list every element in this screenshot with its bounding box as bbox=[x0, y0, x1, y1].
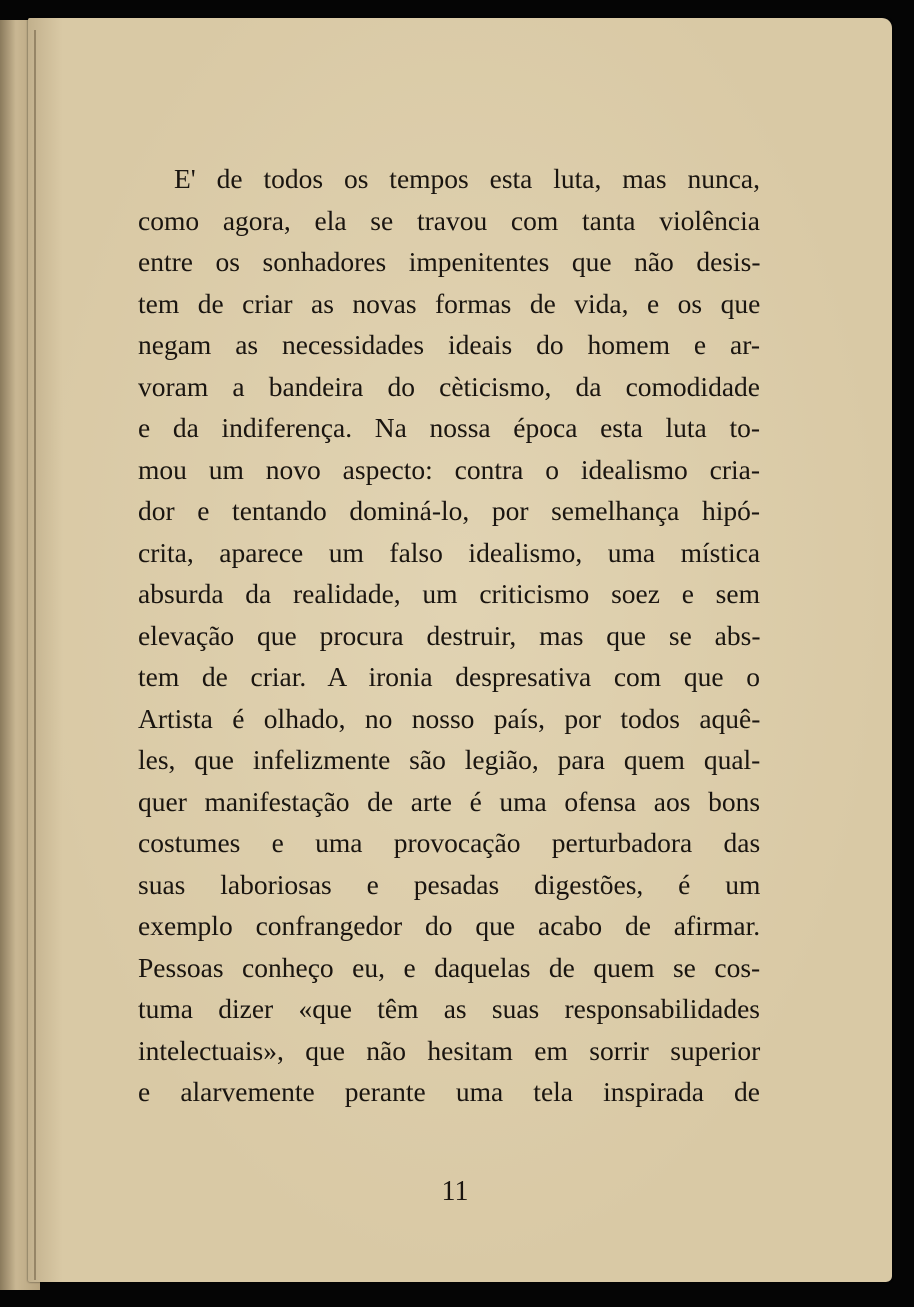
page-number: 11 bbox=[441, 1176, 469, 1207]
text-line: tuma dizer «que têm as suas responsabilidades bbox=[138, 993, 760, 1024]
text-line: tem de criar as novas formas de vida, e os que bbox=[138, 287, 761, 319]
text-line: costumes e uma provocação perturbadora das bbox=[138, 827, 761, 858]
text-line: Artista é olhado, no nosso país, por todos aquê- bbox=[138, 702, 761, 734]
text-line: les, que infelizmente são legião, para quem qual- bbox=[138, 744, 761, 775]
text-line: exemplo confrangedor do que acabo de afirmar. bbox=[138, 910, 761, 941]
text-line: e alarvemente perante uma tela inspirada de bbox=[138, 1076, 760, 1107]
text-line: dor e tentando dominá-lo, por semelhança hipó- bbox=[138, 495, 760, 526]
text-line: entre os sonhadores impenitentes que não desis- bbox=[138, 246, 761, 277]
text-line: absurda da realidade, um criticismo soez e sem bbox=[138, 578, 760, 609]
text-line: suas laboriosas e pesadas digestões, é um bbox=[138, 868, 761, 900]
text-line: voram a bandeira do cèticismo, da comodidade bbox=[138, 370, 760, 402]
text-line: intelectuais», que não hesitam em sorrir superior bbox=[138, 1034, 761, 1066]
text-line: mou um novo aspecto: contra o idealismo cria- bbox=[138, 453, 761, 485]
text-line: como agora, ela se travou com tanta violência bbox=[138, 204, 760, 236]
body-text bbox=[138, 158, 760, 1113]
text-line: e da indiferença. Na nossa época esta luta to- bbox=[138, 412, 760, 443]
text-line: elevação que procura destruir, mas que se abs- bbox=[138, 619, 761, 651]
text-line: negam as necessidades ideais do homem e ar- bbox=[138, 329, 760, 360]
spine-shadow bbox=[34, 30, 36, 1280]
text-line: Pessoas conheço eu, e daquelas de quem se cos- bbox=[138, 951, 761, 983]
text-line: crita, aparece um falso idealismo, uma mística bbox=[138, 536, 761, 568]
text-line: tem de criar. A ironia despresativa com que o bbox=[138, 661, 760, 692]
text-line: quer manifestação de arte é uma ofensa aos bons bbox=[138, 785, 761, 817]
text-line: E' de todos os tempos esta luta, mas nunca, bbox=[174, 163, 760, 194]
